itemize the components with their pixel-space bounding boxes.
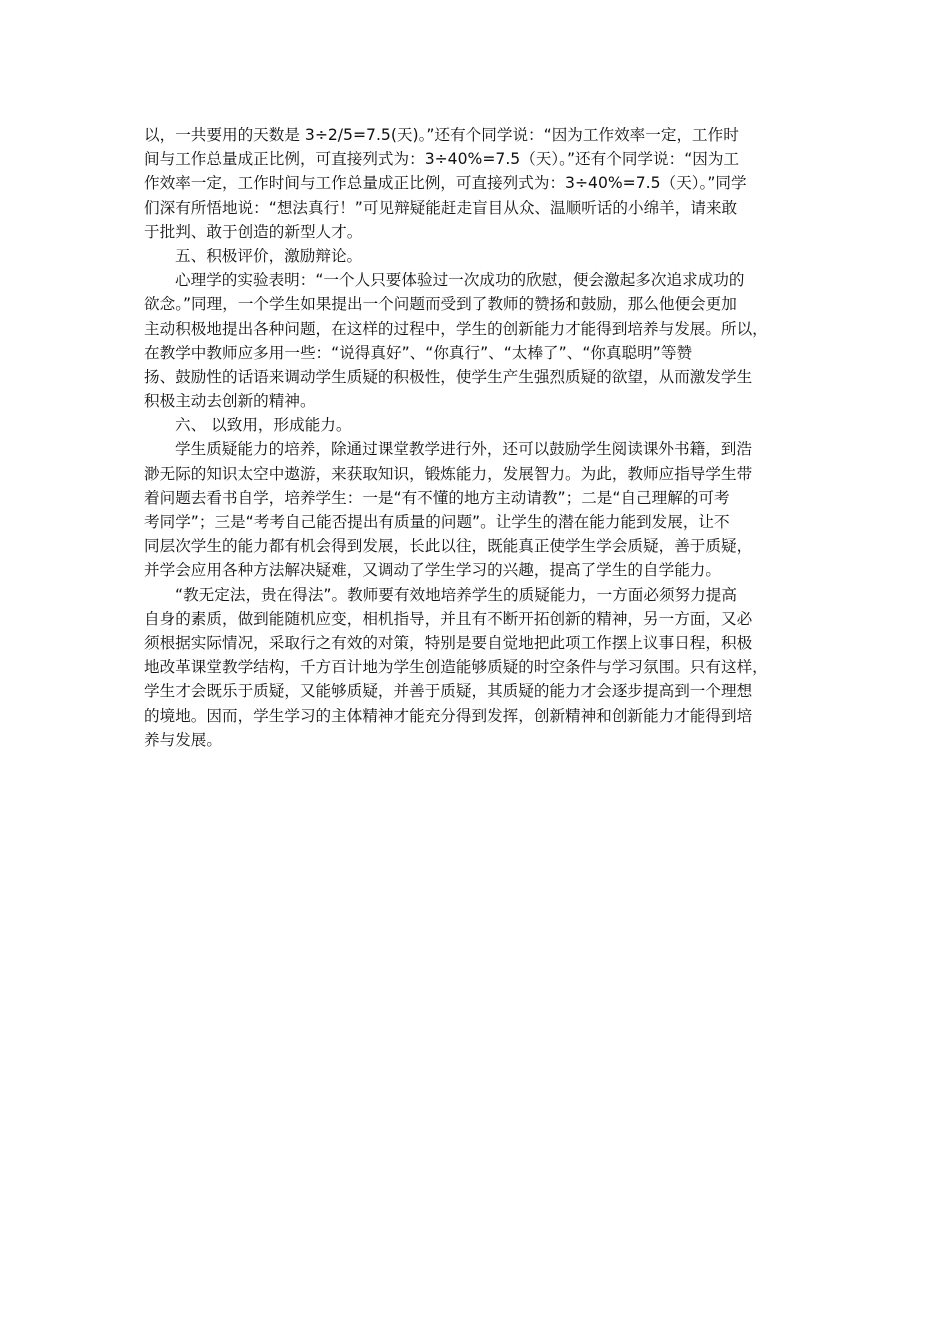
text-line: 并学会应用各种方法解决疑难，又调动了学生学习的兴趣，提高了学生的自学能力。 (144, 561, 721, 580)
text-line: 着问题去看书自学，培养学生：一是“有不懂的地方主动请教”；二是“自己理解的可考 (144, 488, 730, 507)
text-line: 在教学中教师应多用一些：“说得真好”、“你真行”、“太棒了”、“你真聪明”等赞 (144, 343, 693, 362)
text-line: 学生才会既乐于质疑，又能够质疑，并善于质疑，其质疑的能力才会逐步提高到一个理想 (144, 682, 753, 701)
text-line: 自身的素质，做到能随机应变，相机指导，并且有不断开拓创新的精神，另一方面，又必 (144, 609, 753, 628)
section-heading: 五、积极评价，激励辩论。 (175, 246, 363, 265)
text-line: 欲念。”同理，一个学生如果提出一个问题而受到了教师的赞扬和鼓励，那么他便会更加 (144, 295, 737, 314)
text-line: 渺无际的知识太空中遨游，来获取知识，锻炼能力，发展智力。为此，教师应指导学生带 (144, 464, 753, 483)
text-line: 以，一共要用的天数是 3÷2/5=7.5(天)。”还有个同学说：“因为工作效率一定，工作时 (144, 126, 739, 144)
text-line: 学生质疑能力的培养，除通过课堂教学进行外，还可以鼓励学生阅读课外书籍，到浩 (175, 440, 752, 459)
text-line: 于批判、敢于创造的新型人才。 (144, 222, 363, 241)
text-line: 积极主动去创新的精神。 (144, 392, 316, 411)
text-line: 须根据实际情况，采取行之有效的对策，特别是要自觉地把此项工作摆上议事日程，积极 (144, 633, 753, 652)
section-heading: 六、 以致用，形成能力。 (175, 416, 352, 435)
text-line: 作效率一定，工作时间与工作总量成正比例，可直接列式为：3÷40%=7.5（天）。”同学 (144, 174, 747, 193)
text-line: 主动积极地提出各种问题，在这样的过程中，学生的创新能力才能得到培养与发展。所以， (144, 319, 768, 338)
text-line: 的境地。因而，学生学习的主体精神才能充分得到发挥，创新精神和创新能力才能得到培 (144, 706, 753, 725)
text-line: “教无定法，贵在得法”。教师要有效地培养学生的质疑能力，一方面必须努力提高 (175, 585, 737, 604)
text-line: 考同学”；三是“考考自己能否提出有质量的问题”。让学生的潜在能力能到发展，让不 (144, 513, 730, 531)
document-body (144, 123, 808, 752)
text-line: 们深有所悟地说：“想法真行！”可见辩疑能赶走盲目从众、温顺听话的小绵羊，请来敢 (144, 198, 738, 217)
text-line: 扬、鼓励性的话语来调动学生质疑的积极性，使学生产生强烈质疑的欲望，从而激发学生 (144, 367, 753, 386)
text-line: 养与发展。 (144, 730, 222, 749)
text-line: 地改革课堂教学结构，千方百计地为学生创造能够质疑的时空条件与学习氛围。只有这样， (144, 658, 768, 677)
text-line: 同层次学生的能力都有机会得到发展，长此以往，既能真正使学生学会质疑，善于质疑， (144, 537, 753, 556)
text-line: 心理学的实验表明：“一个人只要体验过一次成功的欣慰，便会激起多次追求成功的 (175, 271, 745, 290)
text-line: 间与工作总量成正比例，可直接列式为：3÷40%=7.5（天）。”还有个同学说：“因为工 (144, 150, 740, 169)
